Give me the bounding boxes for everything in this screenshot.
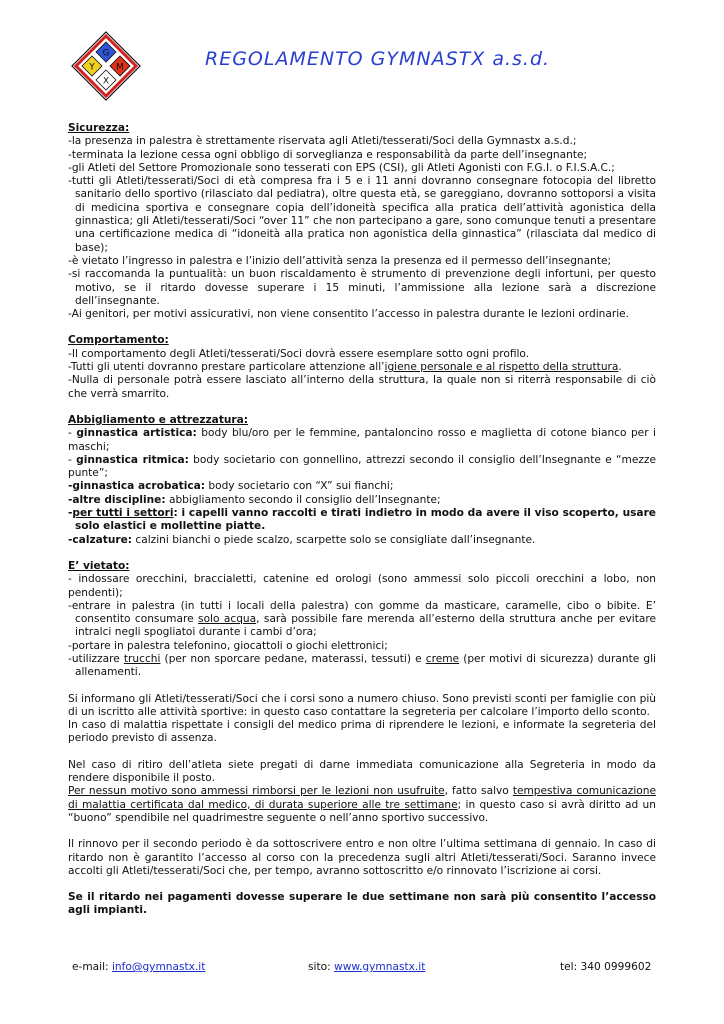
rule-line: -gli Atleti del Settore Promozionale sono tesserati con EPS (CSI), gli Atleti Agonisti con F.G.I. o F.I.S.A.C.; xyxy=(68,161,615,174)
rule-line: -Il comportamento degli Atleti/tesserati/Soci dovrà essere esemplare sotto ogni profilo. xyxy=(68,347,530,360)
rule-line: -entrare in palestra (in tutti i locali della palestra) con gomme da masticare, caramelle, cibo o bibite. E’ consentito consumare solo acqua, sarà possibile fare merenda all’esterno della struttura anche per evitare intralci negli spogliatoi durante i cambi d’ora; xyxy=(68,599,656,639)
paragraph: Si informano gli Atleti/tesserati/Soci che i corsi sono a numero chiuso. Sono previsti sconti per famiglie con più di un iscritto alle attività sportive: in questo caso contattare la segreteria per calcolare l’importo dello sconto. xyxy=(68,692,656,718)
section-heading: Abbigliamento e attrezzatura: xyxy=(68,413,249,426)
footer-site: sito: www.gymnastx.it xyxy=(308,961,426,973)
rule-line: -per tutti i settori: i capelli vanno raccolti e tirati indietro in modo da avere il viso scoperto, usare solo elastici e mollettine piatte. xyxy=(68,507,656,533)
rule-line: -si raccomanda la puntualità: un buon riscaldamento è strumento di prevenzione degli infortuni, per questo motivo, se il ritardo dovesse superare i 15 minuti, l’ammissione alla lezione sarà a discrezione dell’insegnante. xyxy=(68,268,656,307)
rule-line: -calzature: calzini bianchi o piede scalzo, scarpette solo se consigliate dall’insegnante. xyxy=(68,533,536,546)
section-heading: Comportamento: xyxy=(68,334,169,347)
rule-line: - ginnastica artistica: body blu/oro per le femmine, pantaloncino rosso e maglietta di cotone bianco per i maschi; xyxy=(68,427,656,453)
paragraph-bold: Se il ritardo nei pagamenti dovesse superare le due settimane non sarà più consentito l’accesso agli impianti. xyxy=(68,891,656,917)
paragraph: Nel caso di ritiro dell’atleta siete pregati di darne immediata comunicazione alla Segreteria in modo da rendere disponibile il posto. xyxy=(68,758,656,785)
rule-line: - ginnastica ritmica: body societario con gonnellino, attrezzi secondo il consiglio dell’Insegnante e “mezze punte”; xyxy=(68,453,656,480)
section-info xyxy=(68,693,656,746)
logo-letter-x: X xyxy=(102,76,110,87)
rule-line: -ginnastica acrobatica: body societario con “X” sui fianchi; xyxy=(68,480,394,493)
rule-line: -la presenza in palestra è strettamente riservata agli Atleti/tesserati/Soci della Gymnastx a.s.d.; xyxy=(68,135,577,148)
rule-line: -altre discipline: abbigliamento secondo il consiglio dell’Insegnante; xyxy=(68,493,441,506)
section-heading: E’ vietato: xyxy=(68,559,130,572)
section-abbigliamento xyxy=(68,414,656,547)
footer-email: e-mail: info@gymnastx.it xyxy=(72,961,206,973)
gymnastx-logo xyxy=(70,30,142,102)
paragraph: Il rinnovo per il secondo periodo è da sottoscrivere entro e non oltre l’ultima settimana di gennaio. In caso di ritardo non è garantito l’accesso al corso con la precedenza sugli altri Atleti/tesserati/Soci. Saranno invece accolti gli Atleti/tesserati/Soci che, per tempo, avranno sottoscritto e/o rinnovato l’iscrizione ai corsi. xyxy=(68,838,656,877)
rule-line: -Nulla di personale potrà essere lasciato all’interno della struttura, la quale non si riterrà responsabile di ciò che verrà smarrito. xyxy=(68,374,656,400)
rule-line: -utilizzare trucchi (per non sporcare pedane, materassi, tessuti) e creme (per motivi di sicurezza) durante gli allenamenti. xyxy=(68,652,656,679)
page-title: REGOLAMENTO GYMNASTX a.s.d. xyxy=(205,48,551,70)
email-link[interactable]: info@gymnastx.it xyxy=(111,961,206,973)
paragraph: Per nessun motivo sono ammessi rimborsi per le lezioni non usufruite, fatto salvo tempestiva comunicazione di malattia certificata dal medico, di durata superiore alle tre settimane; in questo caso si avrà diritto ad un “buono” spendibile nel quadrimestre seguente o nell’anno sportivo successivo. xyxy=(68,785,656,824)
logo-letter-m: M xyxy=(116,62,124,73)
section-sicurezza xyxy=(68,122,656,321)
section-rinnovo xyxy=(68,838,656,917)
footer-phone: tel: 340 0999602 xyxy=(560,961,652,973)
rule-line: -tutti gli Atleti/tesserati/Soci di età compresa fra i 5 e i 11 anni dovranno consegnare fotocopia del libretto sanitario dello sportivo (rilasciato dal pediatra), oltre questa età, se gareggiano, dovranno sottoporsi a visita di medicina sportiva e consegnare copia dell’idoneità specifica alla pratica dell’attività agonistica della ginnastica; gli Atleti/tesserati/Soci “over 11” che non partecipano a gare, sono comunque tenuti a presentare una certificazione medica di “idoneità alla pratica non agonistica della ginnastica” (rilasciata dal medico di base); xyxy=(68,175,656,254)
logo-letter-g: G xyxy=(102,48,110,59)
rule-line: - indossare orecchini, braccialetti, catenine ed orologi (sono ammessi solo piccoli orecchini a lobo, non pendenti); xyxy=(68,573,656,599)
rule-line: -portare in palestra telefonino, giocattoli o giochi elettronici; xyxy=(68,639,388,652)
rule-line: -Tutti gli utenti dovranno prestare particolare attenzione all’igiene personale e al rispetto della struttura. xyxy=(68,361,622,374)
rule-line: -è vietato l’ingresso in palestra e l’inizio dell’attività senza la presenza ed il permesso dell’insegnante; xyxy=(68,254,612,267)
section-vietato xyxy=(68,560,656,680)
rule-line: -terminata la lezione cessa ogni obbligo di sorveglianza e responsabilità da parte dell’insegnante; xyxy=(68,148,588,161)
paragraph: In caso di malattia rispettate i consigli del medico prima di riprendere le lezioni, e informate la segreteria del periodo previsto di assenza. xyxy=(68,719,656,745)
section-comportamento xyxy=(68,334,656,400)
section-ritiro xyxy=(68,759,656,825)
rule-line: -Ai genitori, per motivi assicurativi, non viene consentito l’accesso in palestra durante le lezioni ordinarie. xyxy=(68,308,630,321)
section-heading: Sicurezza: xyxy=(68,122,130,134)
document-body xyxy=(68,122,656,931)
logo-letter-y: Y xyxy=(89,62,95,73)
site-link[interactable]: www.gymnastx.it xyxy=(334,961,426,973)
